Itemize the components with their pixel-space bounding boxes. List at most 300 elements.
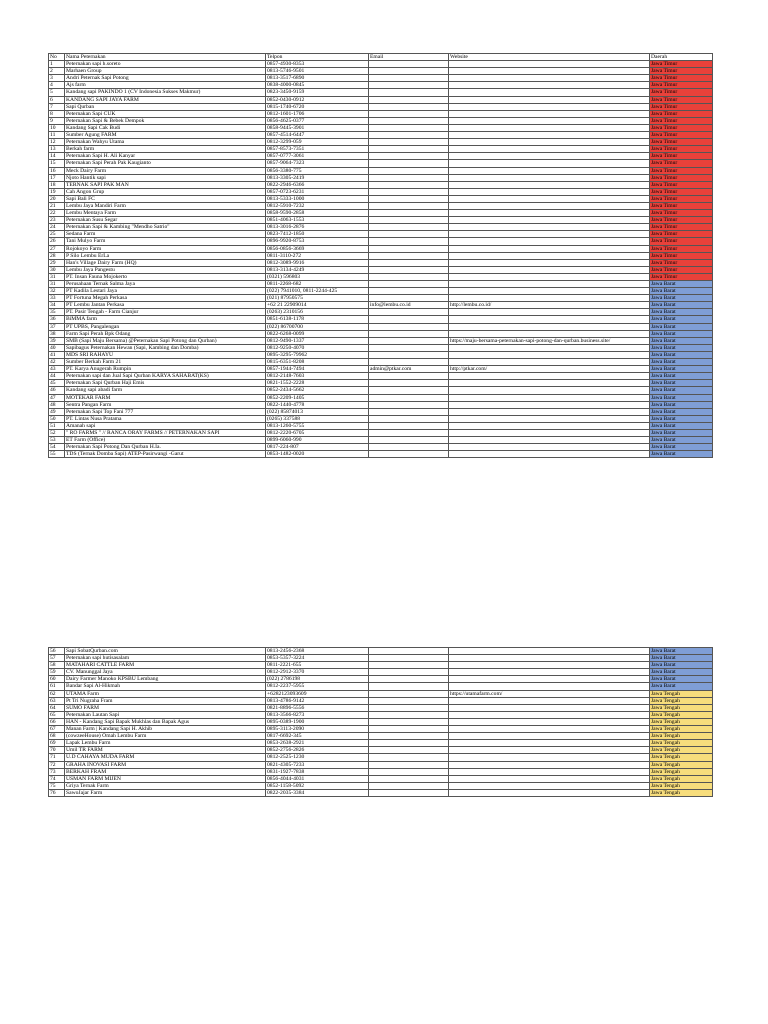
- row-no-cell: 76: [49, 789, 65, 796]
- email-cell: [369, 174, 449, 181]
- email-cell: [369, 429, 449, 436]
- table-row: [49, 202, 713, 209]
- email-cell: [369, 676, 449, 683]
- region-cell: Jawa Barat: [650, 330, 713, 337]
- email-cell: [369, 768, 449, 775]
- region-cell: Jawa Timur: [650, 224, 713, 231]
- row-no-cell: 47: [49, 394, 65, 401]
- website-cell: [449, 202, 650, 209]
- table-row: [49, 683, 713, 690]
- region-cell: Jawa Barat: [650, 683, 713, 690]
- phone-cell: 0899-6060-990: [266, 437, 369, 444]
- phone-cell: 0811-2268-682: [266, 281, 369, 288]
- region-cell: Jawa Timur: [650, 61, 713, 68]
- farm-name-cell: Amanah sapi: [65, 422, 266, 429]
- table-row: [49, 337, 713, 344]
- row-no-cell: 59: [49, 669, 65, 676]
- email-cell: [369, 68, 449, 75]
- region-cell: Jawa Tengah: [650, 726, 713, 733]
- email-cell: [369, 323, 449, 330]
- region-cell: Jawa Barat: [650, 295, 713, 302]
- farm-name-cell: " RO FARMS " // RANCA ORAY FARMS // PETERNAKAN SAPI: [65, 429, 266, 436]
- email-cell: [369, 726, 449, 733]
- phone-cell: 0812-9490-1337: [266, 337, 369, 344]
- region-cell: Jawa Barat: [650, 408, 713, 415]
- email-cell: [369, 295, 449, 302]
- table-row: [49, 359, 713, 366]
- table-row: [49, 690, 713, 697]
- website-cell: [449, 323, 650, 330]
- website-cell: [449, 160, 650, 167]
- table-row: [49, 217, 713, 224]
- row-no-cell: 23: [49, 217, 65, 224]
- website-cell: [449, 789, 650, 796]
- website-cell: [449, 61, 650, 68]
- phone-cell: (022) 86700700: [266, 323, 369, 330]
- table-row: [49, 82, 713, 89]
- row-no-cell: 46: [49, 387, 65, 394]
- row-no-cell: 33: [49, 295, 65, 302]
- row-no-cell: 73: [49, 768, 65, 775]
- table-row: [49, 451, 713, 458]
- table-row: [49, 110, 713, 117]
- row-no-cell: 5: [49, 89, 65, 96]
- table-row: [49, 704, 713, 711]
- farm-name-cell: Dairy Farmer Manoko KPSBU Lembang: [65, 676, 266, 683]
- email-cell: [369, 344, 449, 351]
- region-cell: Jawa Timur: [650, 238, 713, 245]
- phone-cell: +62 21 22909014: [266, 302, 369, 309]
- farm-name-cell: PT Lembu Jantan Perkasa: [65, 302, 266, 309]
- email-cell: [369, 782, 449, 789]
- farm-name-cell: PT Fortuna Megah Perkasa: [65, 295, 266, 302]
- region-cell: Jawa Timur: [650, 160, 713, 167]
- region-cell: Jawa Timur: [650, 96, 713, 103]
- region-cell: Jawa Barat: [650, 387, 713, 394]
- table-row: [49, 273, 713, 280]
- email-cell: [369, 266, 449, 273]
- phone-cell: 0811-3110-272: [266, 252, 369, 259]
- phone-cell: 0813-3566-8273: [266, 711, 369, 718]
- email-cell: [369, 217, 449, 224]
- table-row: [49, 747, 713, 754]
- row-no-cell: 55: [49, 451, 65, 458]
- farm-name-cell: MATAHARI CATTLE FARM: [65, 662, 266, 669]
- table-row: [49, 181, 713, 188]
- email-cell: [369, 224, 449, 231]
- table-row: [49, 295, 713, 302]
- website-cell: [449, 188, 650, 195]
- phone-cell: 0853-5357-3224: [266, 655, 369, 662]
- website-cell[interactable]: https://maju-bersama-peternakan-sapi-potong-dan-qurban.business.site/: [449, 337, 650, 344]
- row-no-cell: 9: [49, 117, 65, 124]
- region-cell: Jawa Timur: [650, 132, 713, 139]
- table-row: [49, 768, 713, 775]
- email-cell: [369, 139, 449, 146]
- table-row: [49, 316, 713, 323]
- website-cell: [449, 139, 650, 146]
- phone-cell: 0851-6138-1178: [266, 316, 369, 323]
- region-cell: Jawa Barat: [650, 676, 713, 683]
- region-cell: Jawa Timur: [650, 89, 713, 96]
- region-cell: Jawa Timur: [650, 117, 713, 124]
- row-no-cell: 56: [49, 648, 65, 655]
- website-cell: [449, 415, 650, 422]
- farm-name-cell: Sapi SobatQurban.com: [65, 648, 266, 655]
- phone-cell: 0857-1944-7494: [266, 366, 369, 373]
- phone-cell: 0822-2946-6366: [266, 181, 369, 188]
- row-no-cell: 66: [49, 718, 65, 725]
- table-row: [49, 662, 713, 669]
- farm-name-cell: Sedana Farm: [65, 231, 266, 238]
- row-no-cell: 21: [49, 202, 65, 209]
- farm-name-cell: Peternakan sapi hutisasalam: [65, 655, 266, 662]
- phone-cell: 0812-2220-6705: [266, 429, 369, 436]
- phone-cell: 0817-6692-345: [266, 733, 369, 740]
- region-cell: Jawa Timur: [650, 195, 713, 202]
- website-cell: [449, 259, 650, 266]
- table-row: [49, 68, 713, 75]
- table-row: [49, 309, 713, 316]
- website-cell: [449, 117, 650, 124]
- website-cell: [449, 718, 650, 725]
- row-no-cell: 45: [49, 380, 65, 387]
- farm-name-cell: Sumber Berkah Farm 21: [65, 359, 266, 366]
- phone-cell: 0857-4930-8353: [266, 61, 369, 68]
- region-cell: Jawa Timur: [650, 217, 713, 224]
- website-cell: [449, 676, 650, 683]
- region-cell: Jawa Timur: [650, 181, 713, 188]
- email-cell: [369, 210, 449, 217]
- farm-name-cell: (cowzeeHouse) Omah Lembu Farm: [65, 733, 266, 740]
- row-no-cell: 7: [49, 103, 65, 110]
- farm-name-cell: PT UPBS, Pangalengan: [65, 323, 266, 330]
- region-cell: Jawa Barat: [650, 648, 713, 655]
- website-cell: [449, 224, 650, 231]
- row-no-cell: 68: [49, 733, 65, 740]
- farm-name-cell: Sentra Pangan Farm: [65, 401, 266, 408]
- email-cell: [369, 711, 449, 718]
- row-no-cell: 8: [49, 110, 65, 117]
- table-row: [49, 89, 713, 96]
- farm-name-cell: Peternakan Sapi & Kambing "Mendho Satrio": [65, 224, 266, 231]
- row-no-cell: 74: [49, 775, 65, 782]
- farm-name-cell: Griya Ternak Farm: [65, 782, 266, 789]
- region-cell: Jawa Barat: [650, 316, 713, 323]
- website-cell[interactable]: http://lembu.co.id/: [449, 302, 650, 309]
- region-cell: Jawa Tengah: [650, 789, 713, 796]
- table-body: [49, 61, 713, 458]
- row-no-cell: 64: [49, 704, 65, 711]
- email-cell: [369, 683, 449, 690]
- phone-cell: 0813-3016-2876: [266, 224, 369, 231]
- farm-name-cell: Lembu Jaya Pangestu: [65, 266, 266, 273]
- region-cell: Jawa Tengah: [650, 761, 713, 768]
- farm-name-cell: Umil TR FARM: [65, 747, 266, 754]
- row-no-cell: 34: [49, 302, 65, 309]
- header-website: Website: [449, 54, 650, 61]
- row-no-cell: 28: [49, 252, 65, 259]
- email-cell: [369, 103, 449, 110]
- farm-name-cell: Marhaen Group: [65, 68, 266, 75]
- row-no-cell: 49: [49, 408, 65, 415]
- farm-name-cell: Farm Sapi Perah Bpk Odang: [65, 330, 266, 337]
- email-cell[interactable]: info@lembu.co.id: [369, 302, 449, 309]
- phone-cell: 0853-1482-0020: [266, 451, 369, 458]
- phone-cell: 0813-3134-4249: [266, 266, 369, 273]
- row-no-cell: 32: [49, 288, 65, 295]
- phone-cell: 0822-1440-4778: [266, 401, 369, 408]
- farm-name-cell: MOTEKAR FARM: [65, 394, 266, 401]
- website-cell: [449, 387, 650, 394]
- region-cell: Jawa Tengah: [650, 740, 713, 747]
- farm-name-cell: GRAHA INOVASI FARM: [65, 761, 266, 768]
- phone-cell: (021) 87950575: [266, 295, 369, 302]
- website-cell: [449, 761, 650, 768]
- farm-name-cell: Sapi Bali FC: [65, 195, 266, 202]
- table-row: [49, 697, 713, 704]
- phone-cell: 0812-2148-7603: [266, 373, 369, 380]
- farm-name-cell: Lembu Jaya Mandiri Farm: [65, 202, 266, 209]
- region-cell: Jawa Timur: [650, 245, 713, 252]
- region-cell: Jawa Barat: [650, 309, 713, 316]
- row-no-cell: 37: [49, 323, 65, 330]
- website-cell: [449, 711, 650, 718]
- row-no-cell: 14: [49, 153, 65, 160]
- email-cell: [369, 309, 449, 316]
- row-no-cell: 31: [49, 273, 65, 280]
- email-cell: [369, 153, 449, 160]
- website-cell: [449, 295, 650, 302]
- website-cell: [449, 775, 650, 782]
- row-no-cell: 61: [49, 683, 65, 690]
- website-cell: [449, 437, 650, 444]
- website-cell: [449, 68, 650, 75]
- row-no-cell: 75: [49, 782, 65, 789]
- table-row: [49, 401, 713, 408]
- table-row: [49, 75, 713, 82]
- region-cell: Jawa Barat: [650, 281, 713, 288]
- email-cell: [369, 401, 449, 408]
- farm-name-cell: SUMO FARM: [65, 704, 266, 711]
- region-cell: Jawa Barat: [650, 394, 713, 401]
- table-row: [49, 259, 713, 266]
- phone-cell: 0821-8896-5556: [266, 704, 369, 711]
- phone-cell: 0822-2035-3384: [266, 789, 369, 796]
- website-cell: [449, 733, 650, 740]
- region-cell: Jawa Timur: [650, 68, 713, 75]
- website-cell: [449, 238, 650, 245]
- email-cell: [369, 330, 449, 337]
- email-cell: [369, 387, 449, 394]
- table-row: [49, 429, 713, 436]
- phone-cell: 0895-3113-2090: [266, 726, 369, 733]
- farm-name-cell: Pt Tri Nugraha Fram: [65, 697, 266, 704]
- website-cell: [449, 245, 650, 252]
- table-row: [49, 733, 713, 740]
- farm-name-cell: Lapak Lembu Farm: [65, 740, 266, 747]
- email-cell: [369, 373, 449, 380]
- phone-cell: 0858-9590-2858: [266, 210, 369, 217]
- website-cell: [449, 167, 650, 174]
- table-row: [49, 344, 713, 351]
- email-cell: [369, 188, 449, 195]
- row-no-cell: 41: [49, 351, 65, 358]
- email-cell: [369, 132, 449, 139]
- table-row: [49, 437, 713, 444]
- farm-name-cell: TERNAK SAPI PAK MAN: [65, 181, 266, 188]
- region-cell: Jawa Timur: [650, 139, 713, 146]
- row-no-cell: 62: [49, 690, 65, 697]
- header-no: No: [49, 54, 65, 61]
- farm-table-page-1: [48, 53, 713, 458]
- region-cell: Jawa Barat: [650, 662, 713, 669]
- row-no-cell: 12: [49, 139, 65, 146]
- email-cell: [369, 124, 449, 131]
- phone-cell: (022) 85874013: [266, 408, 369, 415]
- website-cell: [449, 669, 650, 676]
- website-cell: [449, 768, 650, 775]
- farm-name-cell: Cah Angon Grup: [65, 188, 266, 195]
- email-cell: [369, 259, 449, 266]
- website-cell: [449, 373, 650, 380]
- table-row: [49, 132, 713, 139]
- phone-cell: (022) 2786198: [266, 676, 369, 683]
- row-no-cell: 13: [49, 146, 65, 153]
- table-row: [49, 676, 713, 683]
- region-cell: Jawa Timur: [650, 110, 713, 117]
- header-daerah: Daerah: [650, 54, 713, 61]
- row-no-cell: 40: [49, 344, 65, 351]
- table-row: [49, 302, 713, 309]
- region-cell: Jawa Barat: [650, 373, 713, 380]
- phone-cell: 0813-5746-9501: [266, 68, 369, 75]
- farm-name-cell: Sapibagus Peternakan Hewan (Sapi, Kambing dan Domba): [65, 344, 266, 351]
- region-cell: Jawa Tengah: [650, 697, 713, 704]
- farm-name-cell: UTAMA Farm: [65, 690, 266, 697]
- farm-name-cell: Njoto Hantik sapi: [65, 174, 266, 181]
- phone-cell: 0823-3450-9159: [266, 89, 369, 96]
- phone-cell: 0812-9250-4070: [266, 344, 369, 351]
- table-row: [49, 740, 713, 747]
- table-row: [49, 330, 713, 337]
- table-row: [49, 366, 713, 373]
- phone-cell: 0895-3295-79962: [266, 351, 369, 358]
- website-cell: [449, 309, 650, 316]
- table-row: [49, 669, 713, 676]
- farm-name-cell: Berkah farm: [65, 146, 266, 153]
- region-cell: Jawa Timur: [650, 266, 713, 273]
- email-cell: [369, 697, 449, 704]
- website-cell: [449, 648, 650, 655]
- website-cell: [449, 316, 650, 323]
- phone-cell: 0813-5333-1000: [266, 195, 369, 202]
- email-cell: [369, 444, 449, 451]
- phone-cell: 0851-4063-1553: [266, 217, 369, 224]
- farm-name-cell: Peternakan Sapi & Bebek Dempok: [65, 117, 266, 124]
- email-cell: [369, 195, 449, 202]
- farm-name-cell: Peternakan Sapi Potong Dan Qurban H.Ia.: [65, 444, 266, 451]
- row-no-cell: 48: [49, 401, 65, 408]
- website-cell: [449, 89, 650, 96]
- website-cell: [449, 110, 650, 117]
- website-cell: [449, 344, 650, 351]
- table-row: [49, 210, 713, 217]
- table-row: [49, 266, 713, 273]
- email-cell: [369, 690, 449, 697]
- table-row: [49, 726, 713, 733]
- email-cell[interactable]: admin@ptkar.com: [369, 366, 449, 373]
- header-email: Email: [369, 54, 449, 61]
- region-cell: Jawa Tengah: [650, 747, 713, 754]
- farm-name-cell: Peternakan Susu Segar: [65, 217, 266, 224]
- email-cell: [369, 451, 449, 458]
- farm-name-cell: Peternakan Sapi Qurban Haji Emis: [65, 380, 266, 387]
- farm-name-cell: Sumber Agung FARM: [65, 132, 266, 139]
- farm-name-cell: TDS (Ternak Domba Sapi) ATEP-Pasirwangi -Garut: [65, 451, 266, 458]
- email-cell: [369, 704, 449, 711]
- website-cell: [449, 726, 650, 733]
- row-no-cell: 18: [49, 181, 65, 188]
- website-cell: [449, 82, 650, 89]
- row-no-cell: 70: [49, 747, 65, 754]
- phone-cell: 0812-5910-7232: [266, 202, 369, 209]
- farm-name-cell: Peternakan sapi dan Jual Sapi Qurban KARYA SAHABAT(KS): [65, 373, 266, 380]
- phone-cell: (0265) 337588: [266, 415, 369, 422]
- farm-name-cell: Tani Mulyo Farm: [65, 238, 266, 245]
- table-row: [49, 238, 713, 245]
- email-cell: [369, 733, 449, 740]
- table-row: [49, 655, 713, 662]
- website-cell: [449, 273, 650, 280]
- website-cell: [449, 153, 650, 160]
- farm-name-cell: HAN - Kandang Sapi Bapak Mukhlas dan Bapak Agus: [65, 718, 266, 725]
- farm-name-cell: Peternakan Sapi Top Fani 777: [65, 408, 266, 415]
- website-cell: [449, 740, 650, 747]
- farm-name-cell: Bandar Sapi Al-Hikmah: [65, 683, 266, 690]
- table-row: [49, 188, 713, 195]
- row-no-cell: 43: [49, 366, 65, 373]
- region-cell: Jawa Timur: [650, 202, 713, 209]
- row-no-cell: 65: [49, 711, 65, 718]
- region-cell: Jawa Timur: [650, 153, 713, 160]
- farm-name-cell: Kandang sapi PAKINDO 1 (CV Indonesia Sukses Makmur): [65, 89, 266, 96]
- email-cell: [369, 789, 449, 796]
- region-cell: Jawa Timur: [650, 75, 713, 82]
- row-no-cell: 57: [49, 655, 65, 662]
- farm-name-cell: PT. Pasir Tengah - Farm Cianjur: [65, 309, 266, 316]
- row-no-cell: 27: [49, 245, 65, 252]
- email-cell: [369, 740, 449, 747]
- region-cell: Jawa Timur: [650, 124, 713, 131]
- email-cell: [369, 359, 449, 366]
- email-cell: [369, 337, 449, 344]
- website-cell: [449, 394, 650, 401]
- phone-cell: 0821-4305-7233: [266, 761, 369, 768]
- phone-cell: 0813-1260-5755: [266, 422, 369, 429]
- phone-cell: 0895-0389-1900: [266, 718, 369, 725]
- website-cell[interactable]: https://utamafarm.com/: [449, 690, 650, 697]
- row-no-cell: 63: [49, 697, 65, 704]
- website-cell[interactable]: http://ptkar.com/: [449, 366, 650, 373]
- email-cell: [369, 662, 449, 669]
- phone-cell: 0813-4786-9142: [266, 697, 369, 704]
- phone-cell: 0812-2525-1230: [266, 754, 369, 761]
- row-no-cell: 2: [49, 68, 65, 75]
- header-nama: Nama Peternakan: [65, 54, 266, 61]
- region-cell: Jawa Tengah: [650, 754, 713, 761]
- region-cell: Jawa Barat: [650, 669, 713, 676]
